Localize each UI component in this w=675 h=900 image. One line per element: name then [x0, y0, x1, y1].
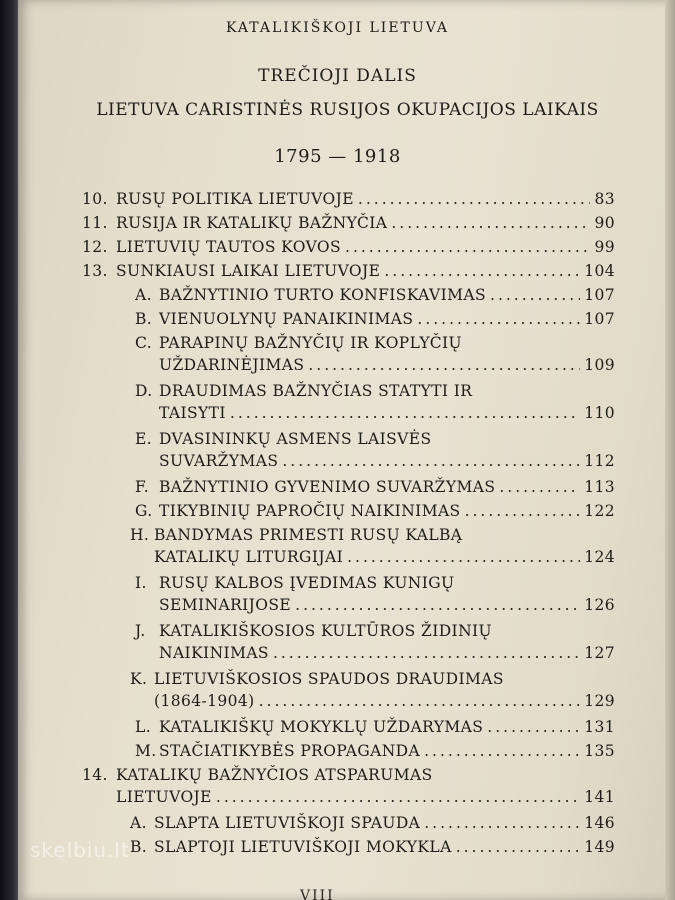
- toc-entry: [135, 740, 615, 762]
- toc-entry-page: 112: [584, 452, 615, 470]
- toc-entry-number: 10.: [82, 190, 108, 208]
- toc-entry-page: 124: [584, 548, 615, 566]
- toc-entry-page: 113: [584, 478, 615, 496]
- toc-entry-page: 90: [594, 214, 615, 232]
- toc-entry-page: 107: [584, 286, 615, 304]
- toc-entry-title-continued: UŽDARINĖJIMAS: [159, 356, 305, 374]
- toc-entry-title: VIENUOLYNŲ PANAIKINIMAS: [159, 310, 414, 328]
- toc-entry-page: 141: [584, 788, 615, 806]
- toc-entry-number: C.: [135, 334, 153, 352]
- leader-dots: [384, 260, 580, 282]
- toc-entry-title-continued: KATALIKŲ LITURGIJAI: [154, 548, 344, 566]
- toc-entry: [135, 476, 615, 498]
- leader-dots: [465, 500, 581, 522]
- toc-entry-page: 146: [584, 814, 615, 832]
- section-title: LIETUVA CARISTINĖS RUSIJOS OKUPACIJOS LAIKAIS: [96, 100, 599, 120]
- toc-entry: [135, 500, 615, 522]
- toc-entry-number: K.: [130, 670, 148, 688]
- toc-entry: [135, 284, 615, 306]
- toc-entry: [135, 332, 615, 376]
- toc-entry-number: 11.: [82, 214, 108, 232]
- toc-entry-title: KATALIKŲ BAŽNYČIOS ATSPARUMAS: [116, 766, 433, 784]
- toc-entry: [82, 764, 615, 808]
- toc-entry-number: 14.: [82, 766, 108, 784]
- toc-entry-title: SLAPTA LIETUVIŠKOJI SPAUDA: [154, 814, 421, 832]
- toc-entry-number: E.: [135, 430, 153, 448]
- toc-entry: [82, 212, 615, 234]
- toc-entry-number: B.: [135, 310, 153, 328]
- toc-entry-title: STAČIATIKYBĖS PROPAGANDA: [159, 742, 421, 760]
- toc-entry-title: BAŽNYTINIO TURTO KONFISKAVIMAS: [159, 286, 487, 304]
- toc-entry-page: 83: [594, 190, 615, 208]
- toc-entry: [130, 524, 615, 568]
- toc-entry-title-continued: SUVARŽYMAS: [159, 452, 279, 470]
- toc-entry: [130, 812, 615, 834]
- toc-entry-title: PARAPINŲ BAŽNYČIŲ IR KOPLYČIŲ: [159, 334, 462, 352]
- toc-entry-title-continued: SEMINARIJOSE: [159, 596, 292, 614]
- toc-entry: [130, 668, 615, 712]
- toc-entry: [82, 260, 615, 282]
- leader-dots: [347, 546, 580, 568]
- toc-entry-number: A.: [130, 814, 147, 832]
- leader-dots: [456, 836, 581, 858]
- toc-entry: [130, 836, 615, 858]
- toc-entry-page: 127: [584, 644, 615, 662]
- years-range: 1795 — 1918: [274, 146, 401, 167]
- leader-dots: [273, 642, 580, 664]
- toc-entry: [82, 188, 615, 210]
- leader-dots: [230, 402, 580, 424]
- toc-entry-page: 109: [584, 356, 615, 374]
- toc-entry-title: DRAUDIMAS BAŽNYČIAS STATYTI IR: [159, 382, 473, 400]
- toc-entry-page: 104: [584, 262, 615, 280]
- toc-entry-number: H.: [130, 526, 150, 544]
- toc-entry-title: BANDYMAS PRIMESTI RUSŲ KALBĄ: [154, 526, 463, 544]
- toc-entry-title-continued: (1864-1904): [154, 692, 255, 710]
- leader-dots: [216, 786, 580, 808]
- toc-entry-title: DVASININKŲ ASMENS LAISVĖS: [159, 430, 432, 448]
- toc-entry: [135, 308, 615, 330]
- toc-entry-number: 12.: [82, 238, 108, 256]
- toc-entry-title: RUSIJA IR KATALIKŲ BAŽNYČIA: [116, 214, 388, 232]
- toc-entry: [135, 428, 615, 472]
- toc-entry-title: KATALIKIŠKOSIOS KULTŪROS ŽIDINIŲ: [159, 622, 493, 640]
- toc-entry-number: B.: [130, 838, 148, 856]
- toc-entry-page: 107: [584, 310, 615, 328]
- toc-entry-title: SUNKIAUSI LAIKAI LIETUVOJE: [116, 262, 381, 280]
- toc-entry-number: D.: [135, 382, 153, 400]
- toc-entry-number: 13.: [82, 262, 108, 280]
- toc-entry-title: RUSŲ POLITIKA LIETUVOJE: [116, 190, 354, 208]
- toc-entry-number: I.: [135, 574, 147, 592]
- running-head: KATALIKIŠKOJI LIETUVA: [226, 20, 449, 36]
- toc-entry-page: 129: [584, 692, 615, 710]
- toc-entry-title: RUSŲ KALBOS ĮVEDIMAS KUNIGŲ: [159, 574, 455, 592]
- page-number-roman: VIII: [300, 888, 335, 900]
- toc-entry: [135, 380, 615, 424]
- toc-entry-title: SLAPTOJI LIETUVIŠKOJI MOKYKLA: [154, 838, 452, 856]
- leader-dots: [487, 716, 580, 738]
- toc-entry-page: 131: [584, 718, 615, 736]
- leader-dots: [391, 212, 590, 234]
- toc-entry-page: 135: [584, 742, 615, 760]
- watermark: skelbiu.lt: [30, 838, 130, 862]
- toc-entry-title: KATALIKIŠKŲ MOKYKLŲ UŽDARYMAS: [159, 718, 484, 736]
- toc-entry-number: F.: [135, 478, 150, 496]
- toc-entry-number: J.: [135, 622, 146, 640]
- toc-entry-page: 122: [584, 502, 615, 520]
- toc-entry: [135, 716, 615, 738]
- toc-entry-title: BAŽNYTINIO GYVENIMO SUVARŽYMAS: [159, 478, 496, 496]
- toc-entry-number: G.: [135, 502, 153, 520]
- leader-dots: [259, 690, 581, 712]
- toc-entry-number: A.: [135, 286, 152, 304]
- toc-entry: [82, 236, 615, 258]
- leader-dots: [308, 354, 580, 376]
- part-title: TREČIOJI DALIS: [258, 66, 417, 86]
- toc-entry-page: 126: [584, 596, 615, 614]
- leader-dots: [295, 594, 580, 616]
- leader-dots: [499, 476, 580, 498]
- leader-dots: [358, 188, 591, 210]
- leader-dots: [282, 450, 580, 472]
- leader-dots: [424, 812, 580, 834]
- leader-dots: [424, 740, 580, 762]
- toc-entry-title-continued: NAIKINIMAS: [159, 644, 269, 662]
- leader-dots: [417, 308, 580, 330]
- toc-entry: [135, 620, 615, 664]
- toc-entry: [135, 572, 615, 616]
- toc-entry-title: TIKYBINIŲ PAPROČIŲ NAIKINIMAS: [159, 502, 461, 520]
- toc-entry-title: LIETUVIŠKOSIOS SPAUDOS DRAUDIMAS: [154, 670, 504, 688]
- toc-entry-title-continued: TAISYTI: [159, 404, 226, 422]
- toc-entry-page: 149: [584, 838, 615, 856]
- leader-dots: [490, 284, 580, 306]
- toc-entry-number: M.: [135, 742, 157, 760]
- toc-entry-title: LIETUVIŲ TAUTOS KOVOS: [116, 238, 342, 256]
- toc-entry-page: 110: [584, 404, 615, 422]
- toc-entry-number: L.: [135, 718, 152, 736]
- toc-entry-title-continued: LIETUVOJE: [116, 788, 212, 806]
- toc-entry-page: 99: [594, 238, 615, 256]
- leader-dots: [345, 236, 590, 258]
